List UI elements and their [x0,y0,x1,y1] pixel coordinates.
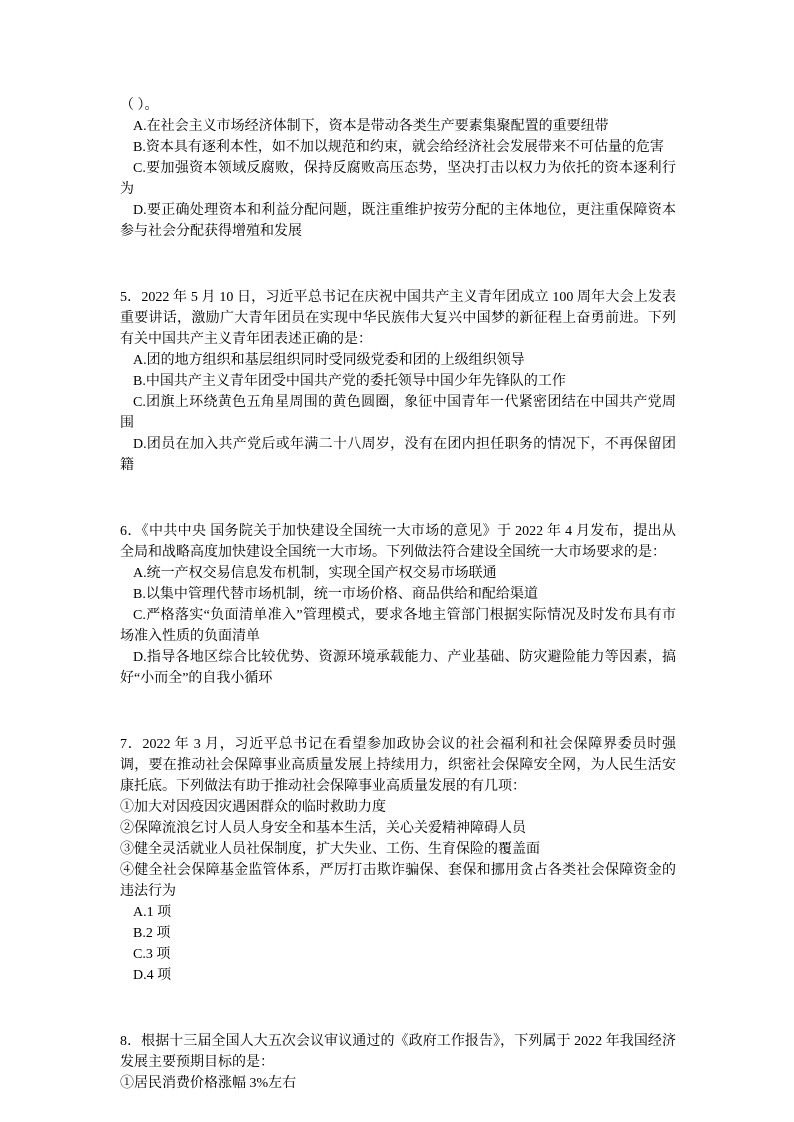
question-7-option-b: B.2 项 [133,926,171,941]
question-6-option-c: C.严格落实“负面清单准入”管理模式，要求各地主管部门根据实际情况及时发布具有市场准入性质的负面清单 [120,608,676,644]
question-7-item-4: ④健全社会保障基金监管体系，严厉打击欺诈骗保、套保和挪用贪占各类社会保障资金的违法行为 [120,863,676,899]
question-8-item-1: ①居民消费价格涨幅 3%左右 [120,1076,297,1091]
question-5-option-b: B.中国共产主义青年团受中国共产党的委托领导中国少年先锋队的工作 [133,374,566,389]
question-5-option-c: C.团旗上环绕黄色五角星周围的黄色圆圈，象征中国青年一代紧密团结在中国共产党周围 [120,395,676,431]
question-7-item-2: ②保障流浪乞讨人员人身安全和基本生活，关心关爱精神障碍人员 [120,821,526,836]
question-7-block [120,734,676,986]
question-8-block [120,1031,676,1094]
question-6-option-b: B.以集中管理代替市场机制，统一市场价格、商品供给和配给渠道 [133,587,538,602]
question-7-stem: 7．2022 年 3 月，习近平总书记在看望参加政协会议的社会福利和社会保障界委员时强调，要在推动社会保障事业高质量发展上持续用力，织密社会保障安全网，为人民生活安康托底。下列做法有助于推动社会保障事业高质量发展的有几项： [120,737,676,794]
question-5-stem: 5．2022 年 5 月 10 日，习近平总书记在庆祝中国共产主义青年团成立 100 周年大会上发表重要讲话，激励广大青年团员在实现中华民族伟大复兴中国梦的新征程上奋勇前进。下列有关中国共产主义青年团表述正确的是： [120,290,676,347]
question-7-item-3: ③健全灵活就业人员社保制度，扩大失业、工伤、生育保险的覆盖面 [120,842,540,857]
question-5-option-a: A.团的地方组织和基层组织同时受同级党委和团的上级组织领导 [133,353,525,368]
question-8-stem: 8．根据十三届全国人大五次会议审议通过的《政府工作报告》，下列属于 2022 年我国经济发展主要预期目标的是： [120,1034,676,1070]
question-4-option-c: C.要加强资本领域反腐败，保持反腐败高压态势，坚决打击以权力为依托的资本逐利行为 [120,161,676,197]
question-4-stem-tail: （ ）。 [120,98,159,113]
question-4-option-d: D.要正确处理资本和利益分配问题，既注重维护按劳分配的主体地位，更注重保障资本参与社会分配获得增殖和发展 [120,203,676,239]
question-7-option-d: D.4 项 [133,968,172,983]
question-6-stem: 6．《中共中央 国务院关于加快建设全国统一大市场的意见》于 2022 年 4 月发布，提出从全局和战略高度加快建设全国统一大市场。下列做法符合建设全国统一大市场要求的是： [120,524,676,560]
question-5-block [120,287,676,476]
question-4-block [120,95,676,242]
question-4-option-a: A.在社会主义市场经济体制下，资本是带动各类生产要素集聚配置的重要纽带 [133,119,609,134]
question-7-option-c: C.3 项 [133,947,171,962]
question-6-option-d: D.指导各地区综合比较优势、资源环境承载能力、产业基础、防灾避险能力等因素，搞好“小而全”的自我小循环 [120,650,676,686]
question-7-option-a: A.1 项 [133,905,172,920]
question-6-block [120,521,676,689]
question-4-option-b: B.资本具有逐利本性，如不加以规范和约束，就会给经济社会发展带来不可估量的危害 [133,140,664,155]
question-5-option-d: D.团员在加入共产党后或年满二十八周岁，没有在团内担任职务的情况下，不再保留团籍 [120,437,676,473]
question-6-option-a: A.统一产权交易信息发布机制，实现全国产权交易市场联通 [133,566,497,581]
question-7-item-1: ①加大对因疫因灾遇困群众的临时救助力度 [120,800,386,815]
